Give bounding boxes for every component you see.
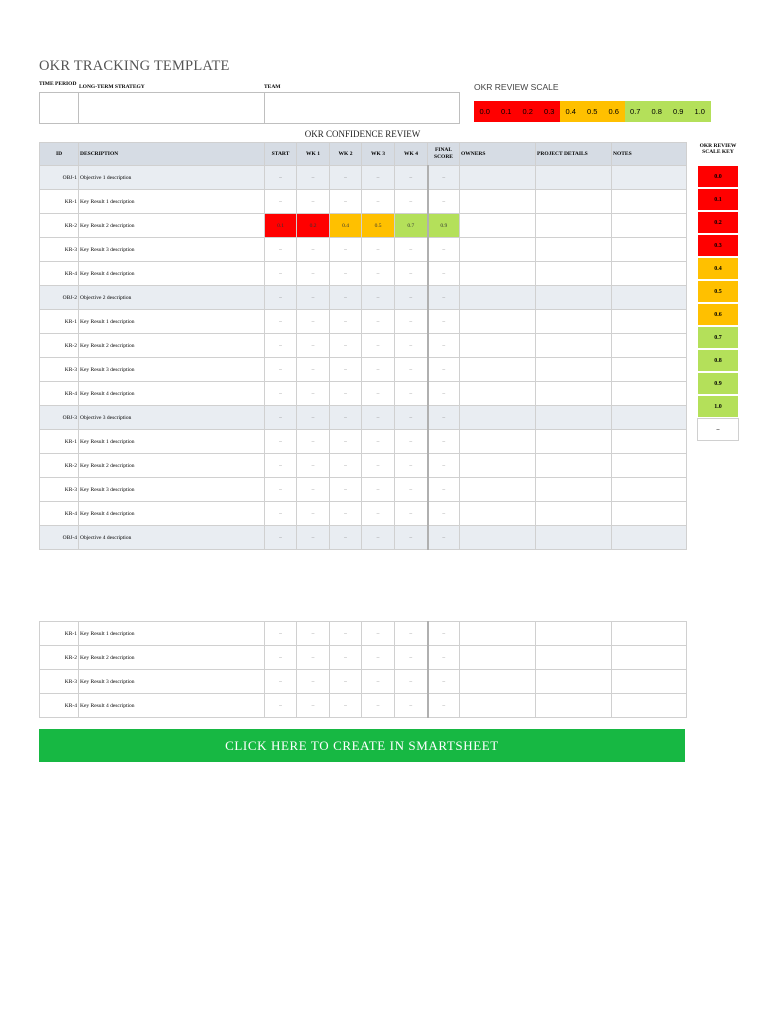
review-scale <box>474 101 711 122</box>
final-score-cell[interactable]: – <box>428 310 460 334</box>
score-cell[interactable]: – <box>265 238 297 262</box>
final-score-cell[interactable]: – <box>428 262 460 286</box>
key-result-row <box>40 358 687 382</box>
owners-cell[interactable] <box>460 382 536 406</box>
row-description[interactable]: Key Result 1 description <box>79 190 265 214</box>
row-id: KR-2 <box>40 334 79 358</box>
score-cell[interactable]: – <box>362 406 395 430</box>
score-cell[interactable]: – <box>362 238 395 262</box>
project-details-cell[interactable] <box>536 502 612 526</box>
score-cell[interactable]: – <box>330 646 362 670</box>
scale-key <box>697 165 739 441</box>
score-cell[interactable]: – <box>297 334 330 358</box>
scale-key-cell: 0.3 <box>697 234 739 257</box>
score-cell[interactable]: – <box>330 526 362 550</box>
score-cell[interactable]: – <box>362 262 395 286</box>
score-cell[interactable]: – <box>395 358 428 382</box>
score-cell[interactable]: – <box>362 502 395 526</box>
score-cell[interactable]: – <box>265 286 297 310</box>
row-id: KR-2 <box>40 646 79 670</box>
score-cell[interactable]: – <box>330 190 362 214</box>
scale-key-cell: 0.2 <box>697 211 739 234</box>
row-description[interactable]: Key Result 1 description <box>79 430 265 454</box>
score-cell[interactable]: – <box>362 454 395 478</box>
score-cell[interactable]: – <box>297 166 330 190</box>
score-cell[interactable]: – <box>265 454 297 478</box>
final-score-cell[interactable]: – <box>428 502 460 526</box>
notes-cell[interactable] <box>612 454 687 478</box>
project-details-cell[interactable] <box>536 670 612 694</box>
strategy-label: LONG-TERM STRATEGY <box>79 84 145 90</box>
column-header: ID <box>40 143 79 166</box>
team-field[interactable] <box>264 92 460 124</box>
owners-cell[interactable] <box>460 262 536 286</box>
column-header: WK 4 <box>395 143 428 166</box>
score-cell[interactable]: – <box>297 622 330 646</box>
review-scale-title: OKR REVIEW SCALE <box>474 82 559 92</box>
score-cell[interactable]: – <box>362 694 395 718</box>
score-cell[interactable]: – <box>297 286 330 310</box>
final-score-cell[interactable]: – <box>428 382 460 406</box>
row-id: OBJ-3 <box>40 406 79 430</box>
strategy-field[interactable] <box>78 92 265 124</box>
score-cell[interactable]: – <box>265 166 297 190</box>
notes-cell[interactable] <box>612 670 687 694</box>
notes-cell[interactable] <box>612 646 687 670</box>
objective-row <box>40 526 687 550</box>
row-id: KR-1 <box>40 622 79 646</box>
review-scale-cell: 1.0 <box>689 101 711 122</box>
row-description[interactable]: Key Result 3 description <box>79 238 265 262</box>
score-cell[interactable]: – <box>395 454 428 478</box>
scale-key-cell: 0.1 <box>697 188 739 211</box>
score-cell[interactable]: 0.1 <box>265 214 297 238</box>
score-cell[interactable]: – <box>395 430 428 454</box>
score-cell[interactable]: – <box>265 694 297 718</box>
score-cell[interactable]: – <box>362 670 395 694</box>
score-cell[interactable]: – <box>330 670 362 694</box>
row-description[interactable]: Key Result 2 description <box>79 334 265 358</box>
score-cell[interactable]: – <box>265 310 297 334</box>
score-cell[interactable]: – <box>297 358 330 382</box>
row-id: OBJ-1 <box>40 166 79 190</box>
score-cell[interactable]: – <box>395 478 428 502</box>
owners-cell[interactable] <box>460 454 536 478</box>
row-description[interactable]: Key Result 4 description <box>79 694 265 718</box>
final-score-cell[interactable]: – <box>428 478 460 502</box>
row-description[interactable]: Key Result 4 description <box>79 382 265 406</box>
review-scale-cell: 0.5 <box>582 101 604 122</box>
scale-key-cell: 0.8 <box>697 349 739 372</box>
score-cell[interactable]: – <box>265 190 297 214</box>
owners-cell[interactable] <box>460 406 536 430</box>
score-cell[interactable]: – <box>297 190 330 214</box>
notes-cell[interactable] <box>612 214 687 238</box>
score-cell[interactable]: – <box>362 358 395 382</box>
scale-key-cell: 0.4 <box>697 257 739 280</box>
row-id: KR-4 <box>40 262 79 286</box>
score-cell[interactable]: – <box>362 166 395 190</box>
notes-cell[interactable] <box>612 382 687 406</box>
score-cell[interactable]: – <box>297 526 330 550</box>
scale-key-cell: 0.7 <box>697 326 739 349</box>
score-cell[interactable]: – <box>330 286 362 310</box>
row-description[interactable]: Key Result 3 description <box>79 670 265 694</box>
project-details-cell[interactable] <box>536 478 612 502</box>
project-details-cell[interactable] <box>536 190 612 214</box>
row-id: KR-2 <box>40 214 79 238</box>
final-score-cell[interactable]: – <box>428 454 460 478</box>
key-result-row <box>40 502 687 526</box>
score-cell[interactable]: – <box>330 622 362 646</box>
score-cell[interactable]: – <box>297 670 330 694</box>
score-cell[interactable]: – <box>362 286 395 310</box>
final-score-cell[interactable]: – <box>428 190 460 214</box>
owners-cell[interactable] <box>460 502 536 526</box>
key-result-row <box>40 430 687 454</box>
row-description[interactable]: Key Result 1 description <box>79 310 265 334</box>
score-cell[interactable]: – <box>265 670 297 694</box>
key-result-row <box>40 190 687 214</box>
score-cell[interactable]: – <box>362 190 395 214</box>
notes-cell[interactable] <box>612 190 687 214</box>
review-scale-cell: 0.7 <box>625 101 647 122</box>
row-id: KR-1 <box>40 190 79 214</box>
project-details-cell[interactable] <box>536 430 612 454</box>
score-cell[interactable]: – <box>330 478 362 502</box>
score-cell[interactable]: 0.2 <box>297 214 330 238</box>
project-details-cell[interactable] <box>536 526 612 550</box>
key-result-row <box>40 238 687 262</box>
row-description[interactable]: Key Result 2 description <box>79 214 265 238</box>
row-id: KR-3 <box>40 358 79 382</box>
row-description[interactable]: Key Result 4 description <box>79 502 265 526</box>
score-cell[interactable]: – <box>265 622 297 646</box>
key-result-row <box>40 214 687 238</box>
review-scale-cell: 0.6 <box>603 101 625 122</box>
score-cell[interactable]: – <box>395 166 428 190</box>
project-details-cell[interactable] <box>536 382 612 406</box>
key-result-row <box>40 694 687 718</box>
owners-cell[interactable] <box>460 694 536 718</box>
project-details-cell[interactable] <box>536 262 612 286</box>
project-details-cell[interactable] <box>536 166 612 190</box>
column-header: WK 3 <box>362 143 395 166</box>
review-scale-cell: 0.3 <box>539 101 561 122</box>
objective-row <box>40 406 687 430</box>
score-cell[interactable]: – <box>297 502 330 526</box>
column-header: NOTES <box>612 143 687 166</box>
score-cell[interactable]: – <box>395 190 428 214</box>
notes-cell[interactable] <box>612 238 687 262</box>
notes-cell[interactable] <box>612 622 687 646</box>
owners-cell[interactable] <box>460 646 536 670</box>
column-header: DESCRIPTION <box>79 143 265 166</box>
scale-key-cell: 1.0 <box>697 395 739 418</box>
notes-cell[interactable] <box>612 430 687 454</box>
notes-cell[interactable] <box>612 502 687 526</box>
project-details-cell[interactable] <box>536 286 612 310</box>
score-cell[interactable]: – <box>395 262 428 286</box>
score-cell[interactable]: – <box>330 406 362 430</box>
objective-row <box>40 286 687 310</box>
final-score-cell[interactable]: 0.9 <box>428 214 460 238</box>
notes-cell[interactable] <box>612 334 687 358</box>
page-title: OKR TRACKING TEMPLATE <box>39 58 230 74</box>
project-details-cell[interactable] <box>536 406 612 430</box>
key-result-row <box>40 262 687 286</box>
project-details-cell[interactable] <box>536 694 612 718</box>
key-result-row <box>40 670 687 694</box>
row-id: KR-3 <box>40 670 79 694</box>
score-cell[interactable]: – <box>362 646 395 670</box>
score-cell[interactable]: – <box>395 670 428 694</box>
review-scale-cell: 0.0 <box>474 101 496 122</box>
column-header: START <box>265 143 297 166</box>
row-id: KR-3 <box>40 478 79 502</box>
notes-cell[interactable] <box>612 478 687 502</box>
row-id: KR-3 <box>40 238 79 262</box>
score-cell[interactable]: – <box>297 454 330 478</box>
project-details-cell[interactable] <box>536 214 612 238</box>
score-cell[interactable]: – <box>362 334 395 358</box>
team-label: TEAM <box>264 84 281 90</box>
notes-cell[interactable] <box>612 262 687 286</box>
column-header: WK 1 <box>297 143 330 166</box>
score-cell[interactable]: – <box>297 382 330 406</box>
owners-cell[interactable] <box>460 238 536 262</box>
score-cell[interactable]: – <box>297 646 330 670</box>
review-scale-cell: 0.1 <box>496 101 518 122</box>
score-cell[interactable]: – <box>395 406 428 430</box>
project-details-cell[interactable] <box>536 454 612 478</box>
score-cell[interactable]: – <box>265 430 297 454</box>
score-cell[interactable]: – <box>265 646 297 670</box>
score-cell[interactable]: – <box>297 262 330 286</box>
score-cell[interactable]: – <box>297 430 330 454</box>
scale-key-cell: 0.6 <box>697 303 739 326</box>
owners-cell[interactable] <box>460 526 536 550</box>
final-score-cell[interactable]: – <box>428 526 460 550</box>
row-description[interactable]: Objective 1 description <box>79 166 265 190</box>
row-id: KR-2 <box>40 454 79 478</box>
project-details-cell[interactable] <box>536 310 612 334</box>
final-score-cell[interactable]: – <box>428 670 460 694</box>
final-score-cell[interactable]: – <box>428 694 460 718</box>
owners-cell[interactable] <box>460 214 536 238</box>
score-cell[interactable]: – <box>297 238 330 262</box>
score-cell[interactable]: – <box>297 694 330 718</box>
project-details-cell[interactable] <box>536 334 612 358</box>
score-cell[interactable]: – <box>395 310 428 334</box>
owners-cell[interactable] <box>460 166 536 190</box>
score-cell[interactable]: – <box>395 694 428 718</box>
objective-row <box>40 166 687 190</box>
column-header: PROJECT DETAILS <box>536 143 612 166</box>
score-cell[interactable]: – <box>265 406 297 430</box>
key-result-row <box>40 382 687 406</box>
score-cell[interactable]: – <box>362 622 395 646</box>
key-result-row <box>40 310 687 334</box>
score-cell[interactable]: – <box>395 622 428 646</box>
owners-cell[interactable] <box>460 478 536 502</box>
final-score-cell[interactable]: – <box>428 358 460 382</box>
score-cell[interactable]: – <box>330 430 362 454</box>
scale-key-title: OKR REVIEW SCALE KEY <box>699 143 737 155</box>
review-scale-cell: 0.4 <box>560 101 582 122</box>
row-description[interactable]: Key Result 2 description <box>79 646 265 670</box>
owners-cell[interactable] <box>460 334 536 358</box>
review-scale-cell: 0.9 <box>668 101 690 122</box>
column-header: OWNERS <box>460 143 536 166</box>
row-id: KR-4 <box>40 694 79 718</box>
notes-cell[interactable] <box>612 406 687 430</box>
score-cell[interactable]: – <box>297 478 330 502</box>
time-period-field[interactable] <box>39 92 79 124</box>
owners-cell[interactable] <box>460 670 536 694</box>
score-cell[interactable]: – <box>330 502 362 526</box>
key-result-row <box>40 454 687 478</box>
score-cell[interactable]: – <box>265 478 297 502</box>
score-cell[interactable]: – <box>395 502 428 526</box>
score-cell[interactable]: – <box>395 646 428 670</box>
score-cell[interactable]: 0.7 <box>395 214 428 238</box>
final-score-cell[interactable]: – <box>428 286 460 310</box>
owners-cell[interactable] <box>460 190 536 214</box>
project-details-cell[interactable] <box>536 622 612 646</box>
scale-key-cell: 0.0 <box>697 165 739 188</box>
final-score-cell[interactable]: – <box>428 238 460 262</box>
final-score-cell[interactable]: – <box>428 430 460 454</box>
score-cell[interactable]: – <box>265 358 297 382</box>
row-description[interactable]: Objective 4 description <box>79 526 265 550</box>
owners-cell[interactable] <box>460 430 536 454</box>
score-cell[interactable]: – <box>330 382 362 406</box>
final-score-cell[interactable]: – <box>428 334 460 358</box>
key-result-row <box>40 622 687 646</box>
scale-key-cell: – <box>697 418 739 441</box>
row-id: KR-4 <box>40 502 79 526</box>
project-details-cell[interactable] <box>536 646 612 670</box>
row-description[interactable]: Objective 2 description <box>79 286 265 310</box>
column-header: FINAL SCORE <box>428 143 460 166</box>
row-id: OBJ-4 <box>40 526 79 550</box>
score-cell[interactable]: – <box>265 334 297 358</box>
owners-cell[interactable] <box>460 286 536 310</box>
owners-cell[interactable] <box>460 622 536 646</box>
score-cell[interactable]: 0.4 <box>330 214 362 238</box>
score-cell[interactable]: – <box>362 526 395 550</box>
score-cell[interactable]: – <box>362 310 395 334</box>
project-details-cell[interactable] <box>536 358 612 382</box>
row-description[interactable]: Key Result 2 description <box>79 454 265 478</box>
final-score-cell[interactable]: – <box>428 166 460 190</box>
score-cell[interactable]: – <box>330 166 362 190</box>
owners-cell[interactable] <box>460 310 536 334</box>
notes-cell[interactable] <box>612 310 687 334</box>
review-scale-cell: 0.8 <box>646 101 668 122</box>
score-cell[interactable]: – <box>330 334 362 358</box>
final-score-cell[interactable]: – <box>428 646 460 670</box>
project-details-cell[interactable] <box>536 238 612 262</box>
key-result-row <box>40 646 687 670</box>
create-in-smartsheet-button[interactable]: CLICK HERE TO CREATE IN SMARTSHEET <box>39 729 685 762</box>
score-cell[interactable]: – <box>362 430 395 454</box>
score-cell[interactable]: – <box>265 382 297 406</box>
row-id: KR-1 <box>40 310 79 334</box>
score-cell[interactable]: – <box>265 502 297 526</box>
row-description[interactable]: Objective 3 description <box>79 406 265 430</box>
score-cell[interactable]: – <box>330 454 362 478</box>
review-scale-cell: 0.2 <box>517 101 539 122</box>
scale-key-cell: 0.9 <box>697 372 739 395</box>
notes-cell[interactable] <box>612 694 687 718</box>
owners-cell[interactable] <box>460 358 536 382</box>
score-cell[interactable]: – <box>395 238 428 262</box>
score-cell[interactable]: – <box>330 358 362 382</box>
okr-table <box>39 142 687 550</box>
row-description[interactable]: Key Result 4 description <box>79 262 265 286</box>
row-id: KR-1 <box>40 430 79 454</box>
score-cell[interactable]: 0.5 <box>362 214 395 238</box>
final-score-cell[interactable]: – <box>428 622 460 646</box>
score-cell[interactable]: – <box>297 406 330 430</box>
final-score-cell[interactable]: – <box>428 406 460 430</box>
score-cell[interactable]: – <box>330 262 362 286</box>
scale-key-cell: 0.5 <box>697 280 739 303</box>
row-description[interactable]: Key Result 3 description <box>79 358 265 382</box>
row-id: KR-4 <box>40 382 79 406</box>
confidence-review-title: OKR CONFIDENCE REVIEW <box>304 129 421 139</box>
row-description[interactable]: Key Result 3 description <box>79 478 265 502</box>
key-result-row <box>40 478 687 502</box>
notes-cell[interactable] <box>612 526 687 550</box>
score-cell[interactable]: – <box>395 334 428 358</box>
score-cell[interactable]: – <box>330 238 362 262</box>
score-cell[interactable]: – <box>362 478 395 502</box>
score-cell[interactable]: – <box>330 694 362 718</box>
score-cell[interactable]: – <box>330 310 362 334</box>
okr-table-continued <box>39 621 687 718</box>
score-cell[interactable]: – <box>362 382 395 406</box>
score-cell[interactable]: – <box>265 526 297 550</box>
score-cell[interactable]: – <box>395 526 428 550</box>
notes-cell[interactable] <box>612 166 687 190</box>
notes-cell[interactable] <box>612 358 687 382</box>
score-cell[interactable]: – <box>265 262 297 286</box>
score-cell[interactable]: – <box>395 286 428 310</box>
score-cell[interactable]: – <box>395 382 428 406</box>
column-header: WK 2 <box>330 143 362 166</box>
score-cell[interactable]: – <box>297 310 330 334</box>
row-id: OBJ-2 <box>40 286 79 310</box>
notes-cell[interactable] <box>612 286 687 310</box>
row-description[interactable]: Key Result 1 description <box>79 622 265 646</box>
key-result-row <box>40 334 687 358</box>
time-period-label: TIME PERIOD <box>39 81 77 87</box>
